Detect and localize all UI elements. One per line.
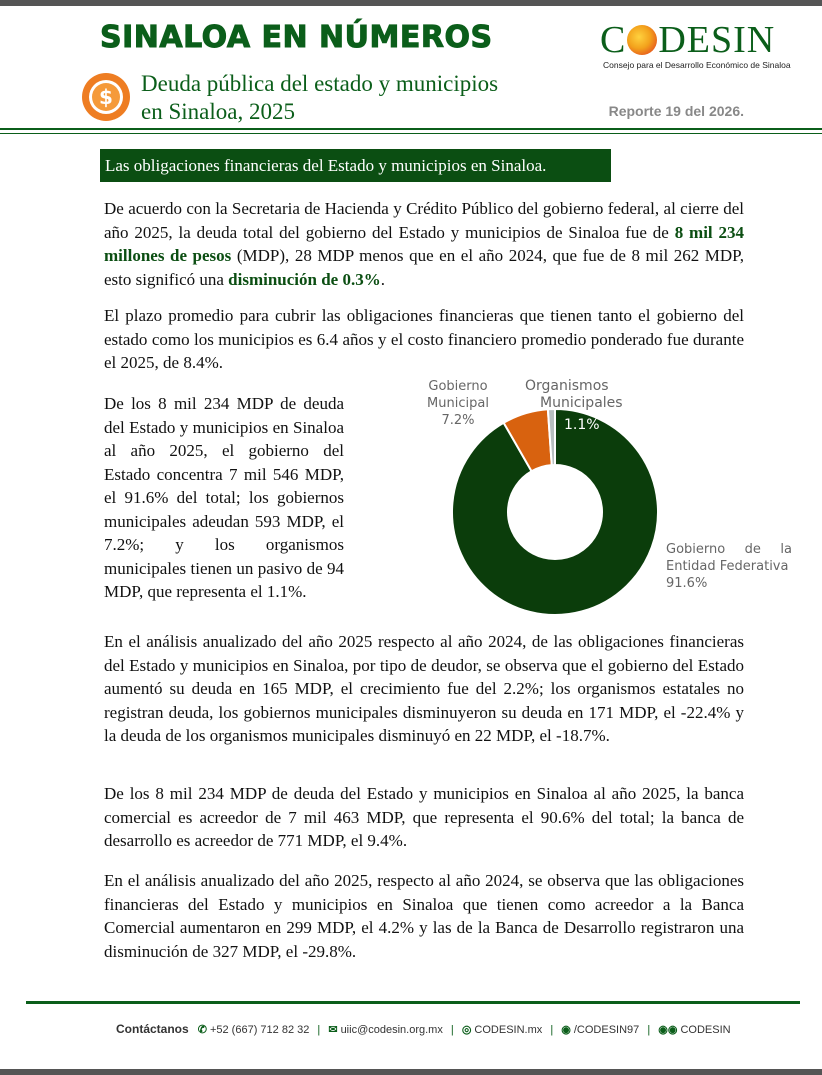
document-title-line2: en Sinaloa, 2025 bbox=[141, 99, 295, 124]
footer-contact-label: Contáctanos bbox=[116, 1022, 189, 1036]
logo-sun-icon bbox=[627, 25, 657, 55]
label-gobierno-municipal bbox=[420, 378, 496, 429]
facebook-icon: ◉ bbox=[561, 1024, 571, 1036]
label-gobierno-municipal-line1: Gobierno bbox=[428, 379, 488, 394]
svg-text:$: $ bbox=[99, 85, 113, 109]
paragraph-4: En el análisis anualizado del año 2025 respecto al año 2024, de las obligaciones financieras del Estado y municipios en Sinaloa, por tipo de deudor, se observa que el gobierno del Estado aumentó su deuda en 165 MDP, el crecimiento fue del 2.2%; los organismos estatales no registran deuda, los gobiernos municipales disminuyeron su deuda en 171 MDP, el -22.4% y la deuda de los organismos municipales disminuyó en 22 MDP, el -18.7%. bbox=[104, 632, 744, 745]
paragraph-1-text-a: De acuerdo con la Secretaria de Hacienda y Crédito Público del gobierno federal, al cierre del año 2025, la deuda total del gobierno del Estado y municipios de Sinaloa fue de bbox=[104, 199, 744, 242]
top-border bbox=[0, 0, 822, 6]
footer-separator: | bbox=[450, 1024, 454, 1036]
label-gobierno-entidad-pct: 91.6% bbox=[666, 576, 708, 591]
footer-separator: | bbox=[550, 1024, 554, 1036]
header-divider bbox=[0, 128, 822, 130]
paragraph-1-text-c: (MDP), 28 MDP menos que en el año 2024, que fue de 8 mil 262 MDP, esto significó una bbox=[104, 246, 744, 289]
footer-web[interactable]: CODESIN.mx bbox=[474, 1024, 543, 1036]
footer-separator: | bbox=[647, 1024, 651, 1036]
label-organismos-municipales bbox=[525, 378, 623, 412]
brand-title: SINALOA EN NÚMEROS bbox=[100, 20, 493, 55]
phone-icon: ✆ bbox=[197, 1024, 207, 1036]
label-organismos-municipales-pct: 1.1% bbox=[564, 417, 600, 433]
debt-distribution-donut-chart bbox=[420, 372, 810, 622]
header-divider-thin bbox=[0, 133, 822, 134]
paragraph-3: De los 8 mil 234 MDP de deuda del Estado y municipios en Sinaloa al año 2025, el gobierno del Estado concentra 7 mil 546 MDP, el 91.6% del total; los gobiernos municipales adeudan 593 MDP, el 7.2%; y los organismos municipales tienen un pasivo de 94 MDP, que representa el 1.1%. bbox=[104, 394, 344, 601]
document-title bbox=[141, 70, 498, 126]
label-gobierno-entidad-line1: Gobierno de la bbox=[666, 542, 792, 557]
logo-text-post: DESIN bbox=[658, 19, 776, 61]
bottom-border bbox=[0, 1069, 822, 1075]
label-gobierno-entidad-line2: Entidad Federativa bbox=[666, 559, 789, 574]
globe-icon: ◎ bbox=[461, 1024, 472, 1036]
logo-text-pre: C bbox=[600, 19, 627, 61]
document-title-line1: Deuda pública del estado y municipios bbox=[141, 71, 499, 96]
logo-subtitle: Consejo para el Desarrollo Económico de Sinaloa bbox=[603, 60, 791, 70]
social-icons: ◉◉ bbox=[658, 1024, 678, 1036]
label-gobierno-entidad bbox=[666, 541, 792, 592]
paragraph-1 bbox=[104, 197, 744, 291]
label-gobierno-municipal-line2: Municipal bbox=[427, 396, 489, 411]
paragraph-2: El plazo promedio para cubrir las obligaciones financieras que tienen tanto el gobierno del estado como los municipios es 6.4 años y el costo financiero promedio ponderado fue durante el 2025, de 8.4%. bbox=[104, 306, 744, 372]
paragraph-5: De los 8 mil 234 MDP de deuda del Estado y municipios en Sinaloa al año 2025, la banca comercial es acreedor de 7 mil 463 MDP, que representa el 90.6% del total; la banca de desarrollo es acreedor de 771 MDP, el 9.4%. bbox=[104, 784, 744, 850]
footer-email[interactable]: uiic@codesin.org.mx bbox=[340, 1024, 443, 1036]
decrease-highlight: disminución de 0.3% bbox=[228, 269, 381, 289]
paragraph-6: En el análisis anualizado del año 2025, respecto al año 2024, se observa que las obligaciones financieras del Estado y municipios en Sinaloa que tienen como acreedor a la Banca Comercial aumentaron en 299 MDP, el 4.2% y las de la Banca de Desarrollo registraron una disminución de 327 MDP, el -29.8%. bbox=[104, 871, 744, 961]
footer-phone[interactable]: +52 (667) 712 82 32 bbox=[209, 1024, 310, 1036]
dollar-coin-icon bbox=[82, 73, 130, 121]
section-title: Las obligaciones financieras del Estado y municipios en Sinaloa. bbox=[100, 149, 611, 182]
label-organismos-municipales-line2: Municipales bbox=[540, 395, 623, 411]
codesin-logo bbox=[600, 18, 791, 74]
footer-facebook[interactable]: /CODESIN97 bbox=[573, 1024, 640, 1036]
email-icon: ✉ bbox=[328, 1024, 338, 1036]
total-debt-highlight: 8 mil 234 millones de pesos bbox=[104, 222, 744, 265]
footer-divider bbox=[26, 1001, 800, 1004]
label-organismos-municipales-line1: Organismos bbox=[525, 378, 609, 394]
footer-social[interactable]: CODESIN bbox=[680, 1024, 731, 1036]
paragraph-1-text-e: . bbox=[380, 269, 385, 289]
report-number: Reporte 19 del 2026. bbox=[608, 103, 744, 119]
label-gobierno-municipal-pct: 7.2% bbox=[441, 413, 475, 428]
footer-separator: | bbox=[317, 1024, 321, 1036]
footer-contact bbox=[116, 1022, 731, 1036]
